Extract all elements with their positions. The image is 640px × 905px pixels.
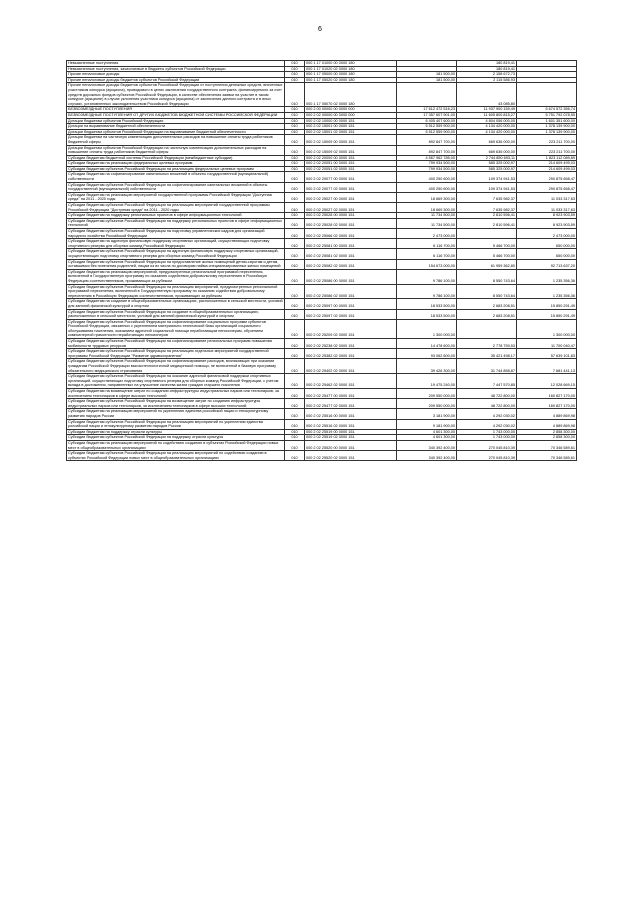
row-unexecuted-amount: 7 681 441,13: [517, 359, 577, 374]
table-row: [67, 435, 577, 441]
table-row: [67, 249, 577, 259]
table-row: [67, 129, 577, 135]
row-name: Субсидии бюджетам субъектов Российской Федерации на софинансирование региональных программ повышения мобильности трудовых ресурсов: [67, 339, 285, 349]
row-approved-amount: 2 473 000,00: [397, 229, 457, 239]
row-name: БЕЗВОЗМЕЗДНЫЕ ПОСТУПЛЕНИЯ ОТ ДРУГИХ БЮДЖЕТОВ БЮДЖЕТНОЙ СИСТЕМЫ РОССИЙСКОЙ ФЕДЕРАЦИИ: [67, 112, 285, 118]
row-unexecuted-amount: 92 713 637,20: [517, 259, 577, 269]
row-approved-amount: 209 550 000,00: [397, 399, 457, 409]
row-code: 010: [285, 229, 305, 239]
row-unexecuted-amount: 57 639 101,83: [517, 349, 577, 359]
row-executed-amount: 4 292 030,02: [457, 419, 517, 429]
row-unexecuted-amount: 650 000,00: [517, 249, 577, 259]
row-code: 010: [285, 259, 305, 269]
row-approved-amount: 6 116 700,00: [397, 249, 457, 259]
row-unexecuted-amount: 214 609 499,03: [517, 166, 577, 172]
row-code: 010: [285, 66, 305, 72]
row-executed-amount: 43 085,80: [457, 83, 517, 107]
row-approved-amount: 11 734 500,00: [397, 213, 457, 219]
table-row: [67, 135, 577, 145]
row-code: 010: [285, 213, 305, 219]
row-approved-amount: 340 392 400,00: [397, 451, 457, 461]
row-approved-amount: 14 478 600,00: [397, 339, 457, 349]
table-row: [67, 192, 577, 202]
row-budget-code: 000 2 02 10000 00 0000 151: [305, 118, 397, 124]
row-executed-amount: 48 722 800,00: [457, 399, 517, 409]
table-row: [67, 309, 577, 319]
row-name: Невыясненные поступления, зачисляемые в бюджеты субъектов Российской Федерации: [67, 66, 285, 72]
row-name: Субсидии бюджетам субъектов Российской Федерации на реализацию мероприятий по укреплению единства российской нации и этнокультурному развитию народов России: [67, 419, 285, 429]
row-approved-amount: 11 734 500,00: [397, 218, 457, 228]
row-executed-amount: 7 447 570,85: [457, 374, 517, 389]
row-name: Субсидии бюджетам на адресную финансовую поддержку спортивных организаций, осуществляющих подготовку спортивного резерва для сборных команд Российской Федерации: [67, 239, 285, 249]
row-executed-amount: 1 743 000,00: [457, 429, 517, 435]
row-unexecuted-amount: 15 850 291,49: [517, 309, 577, 319]
row-name: Субсидии бюджетам субъектов Российской Федерации на создание в общеобразовательных организациях, расположенных в сельской местности, условий для занятий физической культурой и спортом: [67, 309, 285, 319]
row-approved-amount: 9 786 100,00: [397, 269, 457, 284]
row-code: 010: [285, 389, 305, 399]
row-budget-code: 000 2 02 15001 02 0000 151: [305, 129, 397, 135]
row-approved-amount: 5 512 559 900,00: [397, 124, 457, 130]
row-budget-code: 000 2 02 25462 02 0000 151: [305, 374, 397, 389]
row-budget-code: 000 2 02 25516 00 0000 151: [305, 409, 397, 419]
row-budget-code: 000 2 02 25477 00 0000 151: [305, 389, 397, 399]
row-name: Субсидии бюджетам субъектов Российской Федерации на реализацию федеральных целевых программ: [67, 166, 285, 172]
row-executed-amount: 5 466 700,00: [457, 239, 517, 249]
row-unexecuted-amount: 11 700 040,47: [517, 339, 577, 349]
row-name: Субсидии бюджетам на реализацию федеральных целевых программ: [67, 161, 285, 167]
row-approved-amount: 39 426 300,00: [397, 359, 457, 374]
row-approved-amount: 181 500,00: [397, 72, 457, 78]
row-name: Субсидии бюджетам на реализацию мероприятий, предусмотренных региональной программой переселения, включенной в Государственную программу по оказанию содействия добровольному переселению в Российскую Федерацию соотечественников, проживающих за рубежом: [67, 269, 285, 284]
row-approved-amount: 799 934 500,00: [397, 161, 457, 167]
row-approved-amount: 5 512 559 900,00: [397, 129, 457, 135]
row-executed-amount: 109 374 941,53: [457, 172, 517, 182]
table-row: [67, 284, 577, 299]
row-unexecuted-amount: 214 609 499,03: [517, 161, 577, 167]
row-executed-amount: [457, 229, 517, 239]
row-executed-amount: 2 744 850 693,11: [457, 155, 517, 161]
row-executed-amount: 1 743 000,00: [457, 435, 517, 441]
row-approved-amount: 4 601 300,00: [397, 429, 457, 435]
row-executed-amount: 4 134 420 000,00: [457, 129, 517, 135]
row-unexecuted-amount: 223 211 700,00: [517, 145, 577, 155]
row-name: Субсидии бюджетам субъектов Российской Федерации на поддержку региональных проектов в сфере информационных технологий: [67, 218, 285, 228]
row-code: 010: [285, 83, 305, 107]
row-budget-code: 000 2 02 25066 02 0000 151: [305, 229, 397, 239]
row-code: 010: [285, 182, 305, 192]
row-unexecuted-amount: 160 827 170,00: [517, 389, 577, 399]
row-unexecuted-amount: 15 850 291,49: [517, 299, 577, 309]
table-row: [67, 218, 577, 228]
row-code: 010: [285, 349, 305, 359]
row-approved-amount: 18 533 500,00: [397, 309, 457, 319]
row-budget-code: 000 2 02 20051 00 0000 151: [305, 161, 397, 167]
row-budget-code: 000 2 02 25086 00 0000 151: [305, 269, 397, 284]
row-executed-amount: 2 683 208,51: [457, 309, 517, 319]
row-approved-amount: 892 847 700,00: [397, 145, 457, 155]
row-code: 010: [285, 118, 305, 124]
row-code: 010: [285, 409, 305, 419]
row-executed-amount: 35 421 498,17: [457, 349, 517, 359]
row-unexecuted-amount: [517, 83, 577, 107]
row-executed-amount: 2 810 596,41: [457, 218, 517, 228]
row-code: 010: [285, 284, 305, 299]
row-code: 010: [285, 124, 305, 130]
row-budget-code: 000 2 02 25081 02 0000 151: [305, 249, 397, 259]
table-row: [67, 389, 577, 399]
table-row: [67, 203, 577, 213]
row-approved-amount: [397, 83, 457, 107]
row-approved-amount: 400 250 600,00: [397, 172, 457, 182]
row-budget-code: 000 2 02 25082 02 0000 151: [305, 259, 397, 269]
row-executed-amount: 585 325 000,97: [457, 166, 517, 172]
row-code: 010: [285, 192, 305, 202]
table-row: [67, 339, 577, 349]
row-code: 010: [285, 319, 305, 338]
row-name: Субсидии бюджетам на поддержку региональных проектов в сфере информационных технологий: [67, 213, 285, 219]
row-name: Субсидии бюджетам субъектов Российской Федерации на возмещение затрат по созданию инфраструктуры индустриальных парков или технопарков, за исключением технопарков в сфере высоких технологий: [67, 399, 285, 409]
row-budget-code: 000 2 00 00000 00 0000 000: [305, 107, 397, 113]
row-code: 010: [285, 419, 305, 429]
row-approved-amount: 18 669 300,00: [397, 192, 457, 202]
table-row: [67, 419, 577, 429]
row-code: 010: [285, 239, 305, 249]
row-code: 010: [285, 435, 305, 441]
table-row: [67, 319, 577, 338]
row-executed-amount: 8 550 743,64: [457, 284, 517, 299]
row-budget-code: 000 2 02 20000 00 0000 151: [305, 155, 397, 161]
row-unexecuted-amount: 1 300 000,00: [517, 319, 577, 338]
row-code: 010: [285, 145, 305, 155]
row-executed-amount: 180 819,41: [457, 66, 517, 72]
row-budget-code: 000 2 02 25382 02 0000 151: [305, 349, 397, 359]
table-row: [67, 118, 577, 124]
row-code: 010: [285, 299, 305, 309]
row-budget-code: 000 2 02 25027 00 0000 151: [305, 192, 397, 202]
table-row: [67, 112, 577, 118]
row-executed-amount: 61 959 362,80: [457, 259, 517, 269]
row-budget-code: 000 1 17 05020 02 0000 180: [305, 77, 397, 83]
row-code: 010: [285, 374, 305, 389]
row-approved-amount: 93 062 600,00: [397, 349, 457, 359]
row-name: Дотации бюджетам субъектов Российской Федерации на выравнивание бюджетной обеспеченности: [67, 129, 285, 135]
row-executed-amount: 2 778 759,53: [457, 339, 517, 349]
row-unexecuted-amount: 1 378 139 900,00: [517, 129, 577, 135]
row-executed-amount: 4 292 030,02: [457, 409, 517, 419]
row-approved-amount: 9 786 100,00: [397, 284, 457, 299]
table-row: [67, 399, 577, 409]
row-budget-code: 000 2 02 20077 02 0000 151: [305, 182, 397, 192]
row-unexecuted-amount: 1 235 356,36: [517, 284, 577, 299]
row-executed-amount: 2 810 596,41: [457, 213, 517, 219]
row-approved-amount: 400 250 600,00: [397, 182, 457, 192]
row-unexecuted-amount: 70 346 589,61: [517, 451, 577, 461]
row-executed-amount: 270 045 810,39: [457, 440, 517, 450]
row-code: 010: [285, 129, 305, 135]
row-code: 010: [285, 359, 305, 374]
row-executed-amount: 31 744 858,87: [457, 359, 517, 374]
row-name: Прочие неналоговые доходы: [67, 72, 285, 78]
row-budget-code: 000 2 02 25097 02 0000 151: [305, 309, 397, 319]
row-budget-code: 000 2 02 25516 02 0000 151: [305, 419, 397, 429]
row-unexecuted-amount: 1 601 351 600,00: [517, 118, 577, 124]
row-approved-amount: 154 673 000,00: [397, 259, 457, 269]
row-executed-amount: 4 804 056 000,00: [457, 118, 517, 124]
row-unexecuted-amount: 2 858 300,00: [517, 429, 577, 435]
row-budget-code: 000 2 02 25028 02 0000 151: [305, 218, 397, 228]
row-approved-amount: 9 181 900,00: [397, 419, 457, 429]
table-row: [67, 161, 577, 167]
row-code: 010: [285, 77, 305, 83]
row-name: Субсидии бюджетам субъектов Российской Федерации на софинансирование социальных программ субъектов Российской Федерации, связанных с укреплением материально-технической базы организаций социального обслуживания населения, оказанием адресной социальной помощи неработающим пенсионерам, обучением компьютерной грамотности неработающих пенсионеров: [67, 319, 285, 338]
table-row: [67, 259, 577, 269]
row-code: 010: [285, 61, 305, 67]
row-budget-code: 000 2 02 25519 02 0000 151: [305, 435, 397, 441]
row-unexecuted-amount: 5 751 792 078,55: [517, 112, 577, 118]
row-code: 010: [285, 72, 305, 78]
row-code: 010: [285, 172, 305, 182]
row-code: 010: [285, 249, 305, 259]
row-unexecuted-amount: 2 858 300,00: [517, 435, 577, 441]
row-name: Дотации бюджетам на частичную компенсацию дополнительных расходов на повышение оплаты труда работников бюджетной сферы: [67, 135, 285, 145]
table-row: [67, 77, 577, 83]
row-budget-code: 000 2 02 00000 00 0000 000: [305, 112, 397, 118]
row-name: Субсидии бюджетам субъектов Российской Федерации на реализацию мероприятий государственной программы Российской Федерации "Доступная среда" на 2011 - 2020 годы: [67, 203, 285, 213]
table-row: [67, 213, 577, 219]
row-unexecuted-amount: 11 033 317,63: [517, 192, 577, 202]
table-row: [67, 172, 577, 182]
row-budget-code: 000 2 02 25477 02 0000 151: [305, 399, 397, 409]
row-executed-amount: 11 605 800 815,27: [457, 112, 517, 118]
row-approved-amount: 181 500,00: [397, 77, 457, 83]
row-executed-amount: 585 325 000,97: [457, 161, 517, 167]
row-executed-amount: 7 635 982,37: [457, 192, 517, 202]
row-budget-code: 000 2 02 25081 00 0000 151: [305, 239, 397, 249]
row-name: Прочие неналоговые доходы бюджетов субъектов Российской Федерации: [67, 77, 285, 83]
row-budget-code: 000 2 02 20077 00 0000 151: [305, 172, 397, 182]
table-row: [67, 429, 577, 435]
table-row: [67, 409, 577, 419]
row-budget-code: 000 2 02 25028 00 0000 151: [305, 213, 397, 219]
row-unexecuted-amount: 11 033 317,63: [517, 203, 577, 213]
row-executed-amount: 109 374 941,53: [457, 182, 517, 192]
row-unexecuted-amount: 2 473 000,00: [517, 229, 577, 239]
row-budget-code: 000 2 02 25209 02 0000 151: [305, 319, 397, 338]
row-name: Субсидии бюджетам субъектов Российской Федерации на подготовку управленческих кадров для организаций народного хозяйства Российской Федерации: [67, 229, 285, 239]
row-code: 010: [285, 429, 305, 435]
row-name: Невыясненные поступления: [67, 61, 285, 67]
row-name: Субсидии бюджетам на возмещение затрат по созданию инфраструктуры индустриальных парков или технопарков, за исключением технопарков в сфере высоких технологий: [67, 389, 285, 399]
row-executed-amount: 5 466 700,00: [457, 249, 517, 259]
row-name: Субсидии бюджетам субъектов Российской Федерации на оказание адресной финансовой поддержки спортивных организаций, осуществляющих подготовку спортивного резерва для сборных команд Российской Федерации, с учетом вклада в достижения, направленных на улучшение качества жизни граждан старшего поколения: [67, 374, 285, 389]
row-executed-amount: 2 683 208,51: [457, 299, 517, 309]
row-executed-amount: [457, 319, 517, 338]
table-row: [67, 239, 577, 249]
table-row: [67, 299, 577, 309]
table-row: [67, 359, 577, 374]
row-name: Дотации бюджетам субъектов Российской Федерации: [67, 118, 285, 124]
row-name: Субсидии бюджетам субъектов Российской Федерации на реализацию отдельных мероприятий государственной программы Российской Федерации "Развитие здравоохранения": [67, 349, 285, 359]
page-number: 6: [318, 26, 322, 33]
row-code: 010: [285, 309, 305, 319]
row-name: Субсидии бюджетам бюджетной системы Российской Федерации (межбюджетные субсидии): [67, 155, 285, 161]
row-approved-amount: 4 567 962 785,00: [397, 155, 457, 161]
row-unexecuted-amount: 4 889 869,98: [517, 419, 577, 429]
row-name: Субсидии бюджетам на создание в общеобразовательных организациях, расположенных в сельской местности, условий для занятий физической культурой и спортом: [68, 299, 283, 308]
row-code: 010: [285, 399, 305, 409]
row-executed-amount: 11 937 900 159,49: [457, 107, 517, 113]
row-approved-amount: 799 934 500,00: [397, 166, 457, 172]
row-budget-code: 000 2 02 25402 02 0000 151: [305, 359, 397, 374]
row-code: 010: [285, 203, 305, 213]
row-unexecuted-amount: 290 875 658,47: [517, 172, 577, 182]
row-code: 010: [285, 161, 305, 167]
row-executed-amount: 4 134 420 000,00: [457, 124, 517, 130]
row-executed-amount: 669 636 000,00: [457, 145, 517, 155]
table-row: [67, 83, 577, 107]
table-row: [67, 451, 577, 461]
budget-revenue-table: [66, 60, 577, 461]
row-executed-amount: 8 550 743,64: [457, 269, 517, 284]
row-approved-amount: 6 116 700,00: [397, 239, 457, 249]
row-code: 010: [285, 218, 305, 228]
row-code: 010: [285, 269, 305, 284]
row-unexecuted-amount: 5 674 572 356,74: [517, 107, 577, 113]
row-budget-code: 000 2 02 25097 00 0000 151: [305, 299, 397, 309]
row-code: 010: [285, 112, 305, 118]
row-budget-code: 000 2 02 20051 02 0000 151: [305, 166, 397, 172]
row-executed-amount: 180 819,41: [457, 61, 517, 67]
row-executed-amount: 2 115 586,93: [457, 77, 517, 83]
row-approved-amount: 18 533 500,00: [397, 299, 457, 309]
row-name: Дотации бюджетам субъектов Российской Федерации на частичную компенсацию дополнительных расходов на повышение оплаты труда работников бюджетной сферы: [67, 145, 285, 155]
row-budget-code: 000 2 02 25519 00 0000 151: [305, 429, 397, 435]
row-unexecuted-amount: 8 923 903,59: [517, 218, 577, 228]
row-budget-code: 000 2 02 15001 00 0000 151: [305, 124, 397, 130]
row-name: Субсидии бюджетам субъектов Российской Федерации на реализацию мероприятий по содействию созданию в субъектах Российской Федерации новых мест в общеобразовательных организациях: [67, 451, 285, 461]
row-unexecuted-amount: 1 823 112 089,89: [517, 155, 577, 161]
row-approved-amount: 892 847 700,00: [397, 135, 457, 145]
row-approved-amount: 3 181 900,00: [397, 409, 457, 419]
row-budget-code: 000 2 02 25238 02 0000 151: [305, 339, 397, 349]
row-budget-code: 000 1 17 05070 02 0000 180: [305, 83, 397, 107]
row-unexecuted-amount: 8 923 903,59: [517, 213, 577, 219]
row-budget-code: 000 1 17 05000 00 0000 180: [305, 72, 397, 78]
table-row: [67, 349, 577, 359]
row-approved-amount: 340 392 400,00: [397, 440, 457, 450]
row-approved-amount: 17 612 472 516,23: [397, 107, 457, 113]
table-row: [67, 374, 577, 389]
row-approved-amount: 18 669 300,00: [397, 203, 457, 213]
row-name: Субсидии бюджетам на софинансирование капитальных вложений в объекты государственной (муниципальной) собственности: [67, 172, 285, 182]
row-name: Субсидии бюджетам субъектов Российской Федерации на адресную финансовую поддержку спортивных организаций, осуществляющих подготовку спортивного резерва для сборных команд Российской Федерации: [67, 249, 285, 259]
table-row: [67, 229, 577, 239]
row-unexecuted-amount: 160 827 170,00: [517, 399, 577, 409]
row-code: 010: [285, 135, 305, 145]
row-unexecuted-amount: 1 378 139 900,00: [517, 124, 577, 130]
row-executed-amount: 270 045 810,39: [457, 451, 517, 461]
row-name: Дотации на выравнивание бюджетной обеспеченности: [67, 124, 285, 130]
row-name: Субсидии бюджетам субъектов Российской Федерации на реализацию мероприятий, предусмотренных региональной программой переселения, включенной в Государственную программу по оказанию содействия добровольному переселению в Российскую Федерацию соотечественников, проживающих за рубежом: [67, 284, 285, 299]
table-row: [67, 440, 577, 450]
row-code: 010: [285, 166, 305, 172]
row-budget-code: 000 2 02 25520 00 0000 151: [305, 440, 397, 450]
row-name: Субсидии бюджетам на поддержку отрасли культуры: [67, 429, 285, 435]
row-unexecuted-amount: 4 889 869,98: [517, 409, 577, 419]
row-name: Прочие неналоговые доходы бюджетов субъектов Российской Федерации от поступления денежных средств, внесенных участником конкурса (аукциона), проводимого в целях заключения государственного контракта, финансируемого за счет средств дорожных фондов субъектов Российской Федерации, в качестве обеспечения заявки на участие в таком конкурсе (аукционе) в случае уклонения участника конкурса (аукциона) от заключения данного контракта и в иных случаях, установленных законодательством Российской Федерации: [67, 83, 285, 107]
row-approved-amount: 4 601 300,00: [397, 435, 457, 441]
row-name: Субсидии бюджетам на реализацию мероприятий по содействию созданию в субъектах Российской Федерации новых мест в общеобразовательных организациях: [67, 440, 285, 450]
row-executed-amount: 669 636 000,00: [457, 135, 517, 145]
row-budget-code: 000 2 02 25086 02 0000 151: [305, 284, 397, 299]
row-name: Субсидии бюджетам субъектов Российской Федерации на софинансирование расходов, возникающих при оказании гражданам Российской Федерации высокотехнологичной медицинской помощи, не включенной в базовую программу обязательного медицинского страхования: [67, 359, 285, 374]
row-approved-amount: 209 550 000,00: [397, 389, 457, 399]
row-code: 010: [285, 155, 305, 161]
row-name: Субсидии бюджетам на реализацию мероприятий государственной программы Российской Федерации "Доступная среда" на 2011 - 2020 годы: [67, 192, 285, 202]
table-row: [67, 155, 577, 161]
table-row: [67, 145, 577, 155]
table-row: [67, 166, 577, 172]
row-unexecuted-amount: 290 875 658,47: [517, 182, 577, 192]
table-row: [67, 66, 577, 72]
table-row: [67, 182, 577, 192]
row-budget-code: 000 2 02 15009 02 0000 151: [305, 145, 397, 155]
table-row: [67, 269, 577, 284]
row-code: 010: [285, 107, 305, 113]
row-budget-code: 000 2 02 25027 02 0000 151: [305, 203, 397, 213]
row-name: Субсидии бюджетам субъектов Российской Федерации на поддержку отрасли культуры: [67, 435, 285, 441]
row-name: Субсидии бюджетам субъектов Российской Федерации на софинансирование капитальных вложений в объекты государственной (муниципальной) собственности: [67, 182, 285, 192]
row-name: БЕЗВОЗМЕЗДНЫЕ ПОСТУПЛЕНИЯ: [67, 107, 285, 113]
row-code: 010: [285, 440, 305, 450]
row-budget-code: 000 2 02 15009 00 0000 151: [305, 135, 397, 145]
row-budget-code: 000 1 17 01020 02 0000 180: [305, 66, 397, 72]
row-name: Субсидии бюджетам на реализацию мероприятий по укреплению единства российской нации и этнокультурному развитию народов России: [67, 409, 285, 419]
row-code: 010: [285, 339, 305, 349]
row-approved-amount: 17 357 607 901,00: [397, 112, 457, 118]
row-executed-amount: 2 158 672,73: [457, 72, 517, 78]
row-unexecuted-amount: 70 346 589,61: [517, 440, 577, 450]
row-code: 010: [285, 451, 305, 461]
row-executed-amount: 48 722 800,00: [457, 389, 517, 399]
row-approved-amount: 19 475 240,00: [397, 374, 457, 389]
row-approved-amount: 1 300 000,00: [397, 319, 457, 338]
row-executed-amount: 7 635 982,37: [457, 203, 517, 213]
row-unexecuted-amount: 12 028 669,15: [517, 374, 577, 389]
row-unexecuted-amount: 650 000,00: [517, 239, 577, 249]
table-row: [67, 124, 577, 130]
row-budget-code: 000 1 17 01000 00 0000 180: [305, 61, 397, 67]
row-name: Субсидии бюджетам субъектов Российской Федерации на предоставление жилых помещений детям-сиротам и детям, оставшимся без попечения родителей, лицам из их числа по договорам найма специализированных жилых помещений: [67, 259, 285, 269]
row-unexecuted-amount: 1 235 356,36: [517, 269, 577, 284]
row-approved-amount: 6 405 407 600,00: [397, 118, 457, 124]
row-unexecuted-amount: 223 211 700,00: [517, 135, 577, 145]
row-budget-code: 000 2 02 25520 02 0000 151: [305, 451, 397, 461]
